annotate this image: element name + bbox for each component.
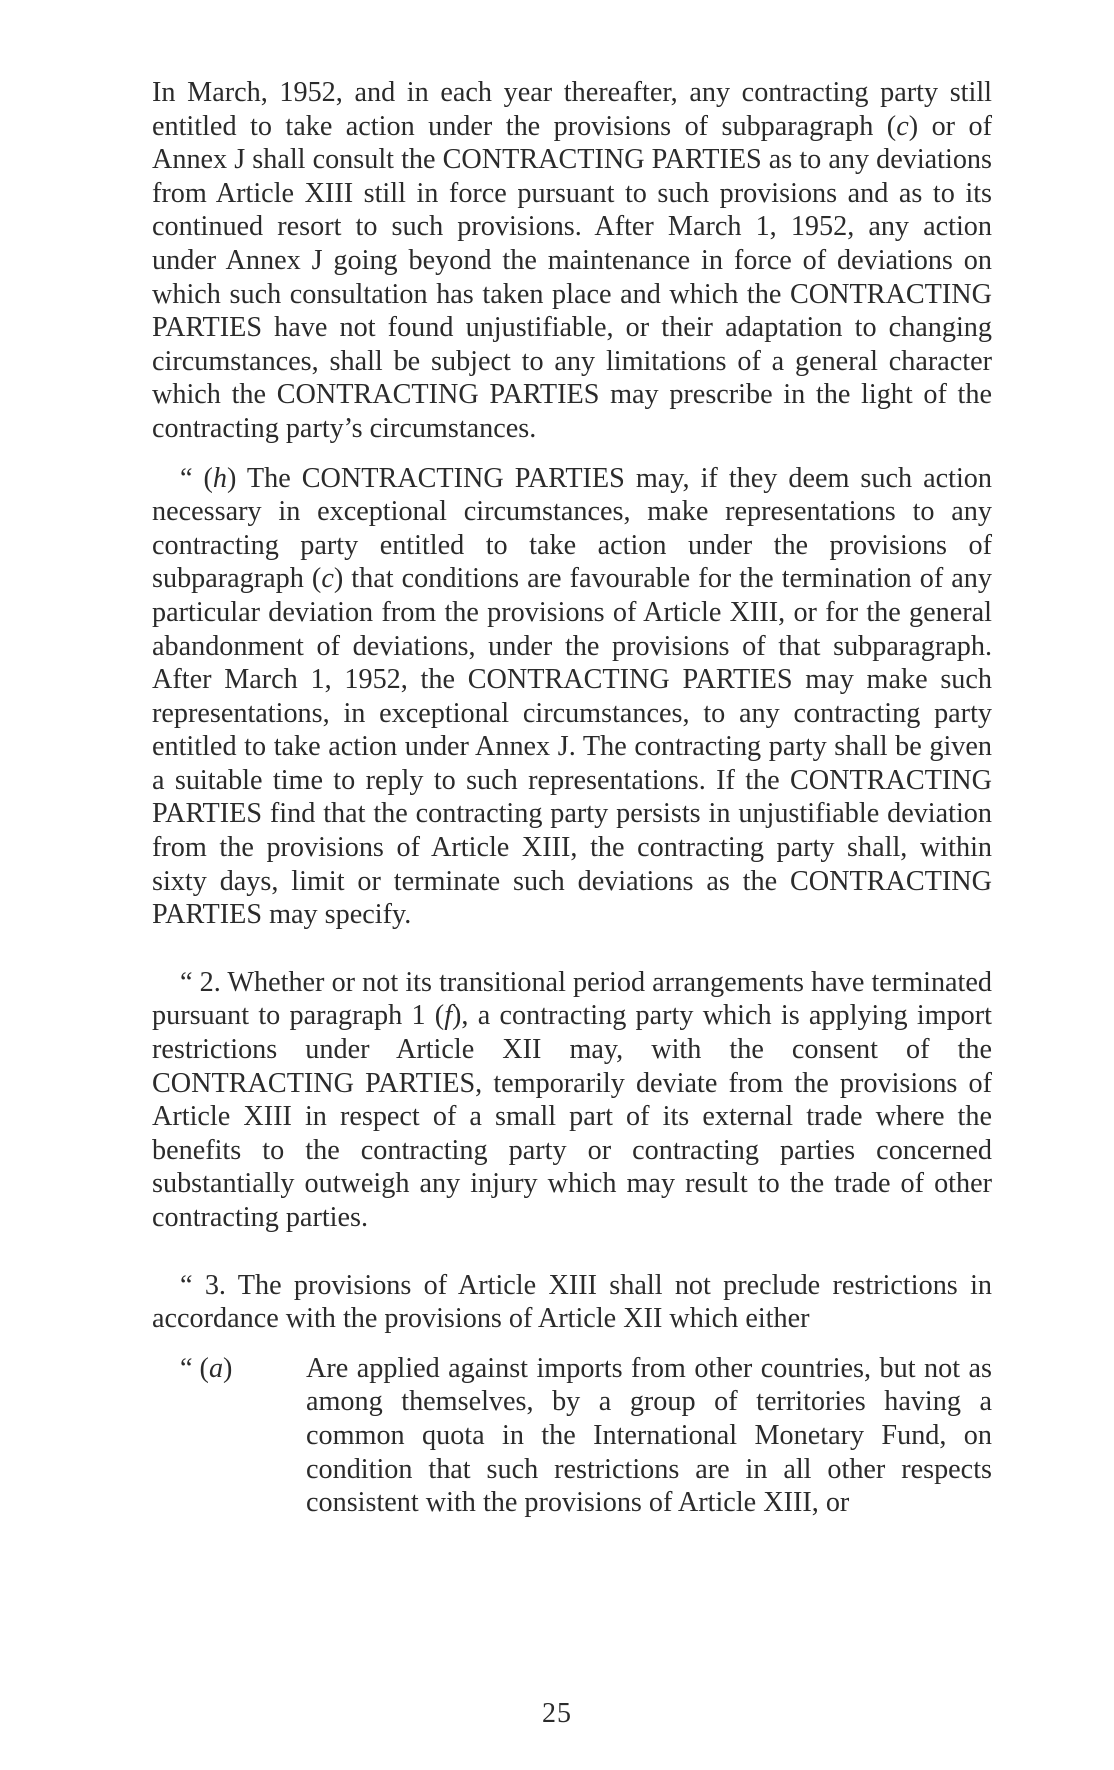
paragraph-text: ) The CONTRACTING PARTIES may, if they deem such action necessary in exceptional circumstances, make representations to any contracting party entitled to take action under the provisions of subparagraph ( bbox=[152, 462, 992, 595]
paragraph-section-3: “ 3. The provisions of Article XIII shall not preclude restrictions in accordance with the provisions of Article XII which either bbox=[152, 1269, 992, 1335]
document-page bbox=[152, 76, 992, 1520]
paragraph-text: In March, 1952, and in each year thereafter, any contracting party still entitled to take action under the provisions of subparagraph ( bbox=[152, 77, 992, 142]
subparagraph-reference: c bbox=[321, 563, 334, 595]
subparagraph-text: Are applied against imports from other countries, but not as among themselves, by a group of territories having a common quota in the International Monetary Fund, on condition that such restrictions are in all other respects consistent with the provisions of Article XIII, or bbox=[306, 1352, 992, 1519]
paragraph-text: “ ( bbox=[180, 462, 213, 494]
paragraph-consultation bbox=[152, 76, 992, 446]
paragraph-text: ) that conditions are favourable for the termination of any particular deviation from the provisions of Article XIII, or for the general abandonment of deviations, under the provisions of that subparagraph. After March 1, 1952, the CONTRACTING PARTIES may make such representations, in exceptional circumstances, to any contracting party entitled to take action under Annex J. The contracting party shall be given a suitable time to reply to such representations. If the CONTRACTING PARTIES find that the contracting party persists in unjustifiable deviation from the provisions of Article XIII, the contracting party shall, within sixty days, limit or terminate such deviations as the CONTRACTING PARTIES may specify. bbox=[152, 563, 992, 931]
paragraph-section-2 bbox=[152, 966, 992, 1235]
paragraph-text: ) or of Annex J shall consult the CONTRACTING PARTIES as to any deviations from Article XIII still in force pursuant to such provisions and as to its continued resort to such provisions. After March 1, 1952, any action under Annex J going beyond the maintenance in force of deviations on which such consultation has taken place and which the CONTRACTING PARTIES have not found unjustifiable, or their adaptation to changing circumstances, shall be subject to any limitations of a general character which the CONTRACTING PARTIES may prescribe in the light of the contracting party’s circumstances. bbox=[152, 110, 992, 444]
paragraph-text: “ 2. Whether or not its transitional period arrangements have terminated pursuant to paragraph 1 ( bbox=[152, 966, 992, 1032]
paragraph-representations bbox=[152, 462, 992, 932]
subparagraph-reference: h bbox=[212, 462, 228, 494]
subparagraph-marker: “ (a) bbox=[180, 1352, 233, 1384]
page-number: 25 bbox=[542, 1698, 572, 1729]
subparagraph-item-a bbox=[152, 1352, 992, 1520]
subparagraph-reference: c bbox=[896, 110, 909, 142]
subparagraph-reference: f bbox=[444, 1000, 453, 1032]
paragraph-text: ), a contracting party which is applying import restrictions under Article XII may, with the consent of the CONTRACTING PARTIES, temporarily deviate from the provisions of Article XIII in respect of a small part of its external trade where the benefits to the contracting party or contracting parties concerned substantially outweigh any injury which may result to the trade of other contracting parties. bbox=[152, 1000, 992, 1233]
